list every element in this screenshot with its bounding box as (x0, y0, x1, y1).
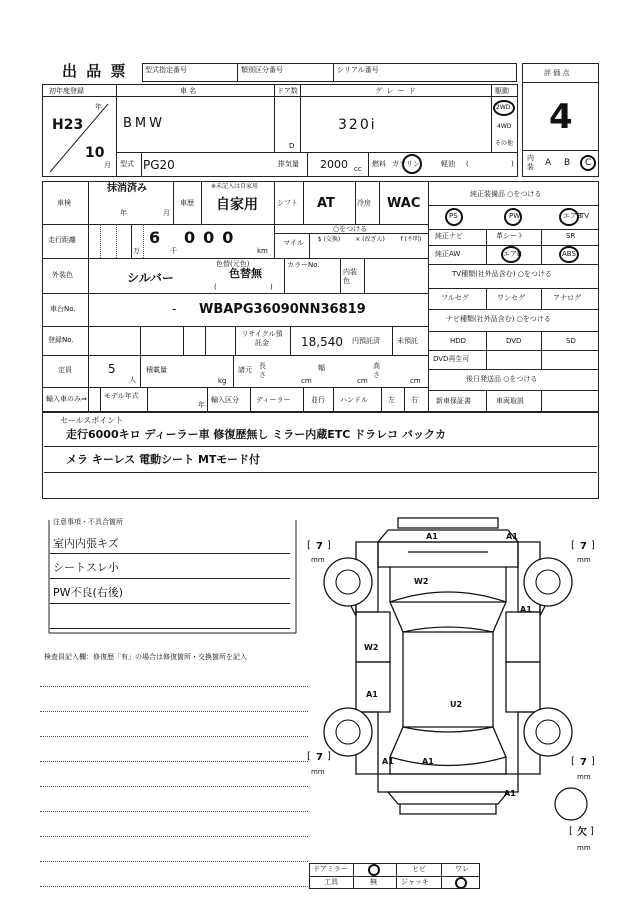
first-reg-year-suffix: 年 (95, 103, 102, 111)
mileage-mark-instruction: ○をつける (333, 225, 368, 233)
option-abs: ABS (562, 250, 576, 258)
spare-tire-value: 欠 (577, 827, 587, 838)
chassis-dash: - (172, 302, 177, 316)
first-reg-label: 初年度登録 (49, 87, 84, 95)
option-abs-circle (559, 246, 579, 263)
note-item-2: シートスレ小 (53, 561, 119, 574)
spare-unit: mm (577, 844, 591, 852)
mileage-sen: 000 (184, 228, 242, 247)
model-year-label: モデル年式 (104, 392, 139, 400)
option-leather: 革シート (496, 232, 524, 240)
interior-grade-c: C (585, 158, 592, 168)
damage-mark-left-rear-door: A1 (366, 690, 378, 699)
tire-rl-unit: mm (311, 768, 325, 776)
history-value: 自家用 (216, 197, 258, 213)
displacement-label: 排気量 (278, 160, 299, 168)
tire-fl-unit: mm (311, 556, 325, 564)
handle-right: 右 (411, 396, 418, 404)
drive-4wd: 4WD (497, 123, 512, 130)
mile-label: マイル (283, 239, 304, 247)
sales-points-line-1: 走行6000キロ ディーラー車 修復歴無し ミラー内蔵ETC ドラレコ バックカ (66, 428, 446, 441)
damage-mark-roof: U2 (450, 700, 463, 709)
mileage-sen-unit: 千 (170, 247, 177, 255)
handle-label: ハンドル (340, 396, 368, 404)
shift-value: AT (317, 196, 335, 211)
tire-rr-open: [ (571, 756, 575, 767)
model-value: PG20 (143, 158, 175, 172)
mileage-unknown: f (不明) (400, 236, 422, 243)
fuel-diesel: 軽油 (441, 160, 455, 168)
navi-title: ナビ種類(社外品含む) ○をつける (446, 315, 551, 323)
reg-no-label: 登録No. (48, 336, 74, 344)
height-label: 高さ (373, 362, 380, 379)
load-kg: kg (218, 377, 227, 385)
tire-fl-depth: 7 (316, 541, 323, 552)
tire-rl-depth: 7 (316, 752, 323, 763)
damage-mark-rear-bumper: A1 (504, 789, 516, 798)
serial-label: シリアル番号 (337, 66, 379, 74)
mileage-man: 6 (149, 228, 161, 247)
damage-mark-right-front: A1 (520, 605, 532, 614)
spare-open: [ (569, 826, 573, 837)
recycle-unpaid: 未預託 (397, 337, 418, 345)
score-label: 評 価 点 (544, 69, 570, 77)
first-reg-month: 10 (85, 145, 105, 161)
first-reg-year: H23 (52, 117, 84, 133)
navi-dvd-playback: DVD再生可 (433, 355, 470, 363)
tire-fr-unit: mm (577, 556, 591, 564)
car-damage-diagram (318, 512, 578, 822)
grade-label: グ レ ー ド (375, 87, 417, 95)
fuel-circle-mark (402, 154, 422, 174)
type-cert-label: 型式指定番号 (145, 66, 187, 74)
model-label: 型式 (120, 160, 134, 168)
color-change-value: 色替無 (229, 267, 262, 280)
later-manual: 車両取説 (496, 397, 524, 405)
jack-circle-mark (455, 877, 467, 889)
spare-tire-icon (546, 786, 596, 826)
inspection-year-suffix: 年 (120, 209, 127, 217)
handle-left: 左 (388, 396, 395, 404)
ac-label: 冷房 (357, 199, 371, 207)
import-dealer: ディーラー (256, 396, 291, 404)
doors-label: ドア数 (277, 87, 298, 95)
mileage-modified: × (改ざん) (355, 236, 385, 243)
history-note: ※未記入は自家用 (211, 183, 259, 190)
later-warranty: 新車保証書 (436, 397, 471, 405)
drive-2wd: 2WD (496, 104, 511, 111)
option-pw: PW (509, 212, 521, 220)
score-value: 4 (549, 97, 573, 137)
color-label: 外装色 (52, 271, 73, 279)
wheel-icons (324, 558, 572, 756)
option-tv: TV (580, 212, 590, 220)
displacement-value: 2000 (320, 158, 348, 171)
tv-fullseg: フルセグ (441, 294, 469, 302)
tv-title: TV種類(社外品含む) ○をつける (452, 270, 552, 278)
fuel-gasoline: ガソリン (392, 160, 420, 168)
option-pw-circle (504, 208, 522, 226)
sales-points-label: セールスポイント (60, 416, 124, 425)
notes-label: 注意事項・不具合箇所 (53, 518, 123, 526)
tire-fl-close: ] (327, 540, 331, 551)
drive-circle-mark (493, 100, 515, 116)
tv-analog: アナログ (553, 294, 581, 302)
damage-mark-hood: W2 (414, 577, 429, 586)
interior-circle-mark (580, 155, 596, 171)
navi-dvd: DVD (506, 337, 522, 345)
recycle-value: 18,540 (301, 335, 343, 349)
color-no-label: カラーNo. (287, 261, 320, 269)
car-name-label: 車 名 (180, 87, 197, 95)
header-id-row (142, 63, 517, 82)
tire-fr-open: [ (571, 540, 575, 551)
tire-rr-close: ] (591, 756, 595, 767)
form-title: 出 品 票 (62, 62, 128, 80)
color-value: シルバー (127, 271, 174, 285)
mileage-exchange: $ (交換) (317, 236, 341, 243)
width-cm: cm (357, 377, 368, 385)
color-paren-open: ( (214, 283, 217, 291)
note-item-3: PW不良(右後) (53, 586, 124, 599)
option-airbag-1-circle (559, 208, 579, 226)
capacity-unit: 人 (129, 376, 136, 384)
chassis-label: 車台No. (50, 305, 76, 313)
first-reg-month-suffix: 月 (104, 161, 111, 169)
later-title: 後日発送品 ○をつける (466, 375, 538, 383)
crack-label: ヒビ (412, 865, 426, 873)
height-cm: cm (410, 377, 421, 385)
model-year-unit: 年 (198, 401, 205, 409)
options-title: 純正装備品 ○をつける (470, 190, 542, 198)
note-item-1: 室内内張キズ (53, 537, 119, 550)
interior-grade-b: B (564, 158, 571, 168)
inspection-label: 車検 (57, 199, 71, 207)
damage-mark-front-bumper-1: A1 (426, 532, 438, 541)
door-mirror-label: ドアミラー (313, 865, 348, 873)
option-navi: 純正ナビ (435, 232, 463, 240)
damage-mark-front-bumper-2: A1 (506, 532, 518, 541)
damage-mark-rear-center: A1 (422, 757, 434, 766)
length-label: 長さ (259, 362, 266, 379)
color-paren-close: ) (270, 283, 273, 291)
tire-fr-depth: 7 (580, 541, 587, 552)
damage-mark-rear-left: A1 (382, 757, 394, 766)
interior-color-label: 内装色 (343, 268, 357, 285)
width-label: 幅 (318, 364, 325, 372)
length-cm: cm (301, 377, 312, 385)
capacity-value: 5 (108, 362, 116, 376)
spare-close: ] (590, 826, 594, 837)
interior-grade-a: A (545, 158, 552, 168)
sales-points-line-2: メラ キーレス 電動シート MTモード付 (66, 453, 260, 466)
inspection-month-suffix: 月 (163, 209, 170, 217)
load-label: 積載量 (146, 366, 167, 374)
mileage-label: 走行距離 (48, 236, 76, 244)
tire-rl-close: ] (327, 751, 331, 762)
option-ps: PS (449, 212, 458, 220)
shift-label: シフト (277, 199, 298, 207)
tire-rl-open: [ (307, 751, 311, 762)
fuel-paren-close: ) (511, 160, 514, 168)
option-airbag-1: エアB (563, 212, 582, 220)
recycle-label: リサイクル預託金 (241, 330, 283, 347)
option-airbag-2-circle (501, 246, 521, 263)
import-parallel: 並行 (311, 396, 325, 404)
option-airbag-2: エアB (503, 250, 522, 258)
fuel-label: 燃料 (372, 160, 386, 168)
car-name: BMW (123, 116, 165, 131)
chassis-value: WBAPG36090NN36819 (199, 302, 366, 317)
doors-d: D (289, 142, 295, 150)
drive-other: その他 (495, 140, 514, 147)
jack-label: ジャッキ (401, 878, 429, 886)
interior-label: 内装 (527, 154, 534, 171)
dims-label: 諸元 (238, 366, 252, 374)
color-change-label: 色替(元色) (216, 260, 250, 268)
history-label: 車歴 (180, 199, 194, 207)
capacity-label: 定員 (58, 366, 72, 374)
break-label: ワレ (455, 865, 469, 873)
tire-rr-unit: mm (577, 773, 591, 781)
recycle-paid: 円預託済 (352, 337, 380, 345)
displacement-cc: cc (354, 165, 362, 173)
navi-hdd: HDD (450, 337, 467, 345)
tv-oneseg: ワンセグ (497, 294, 525, 302)
ac-value: WAC (387, 196, 421, 211)
tools-label: 工具 (324, 878, 338, 886)
option-sr: SR (566, 232, 576, 240)
mileage-man-unit: 万 (133, 247, 140, 255)
option-ps-circle (445, 208, 463, 226)
import-label: 輸入車のみ⇒ (46, 395, 87, 403)
inspection-value: 抹消済み (107, 183, 147, 194)
damage-mark-left-door: W2 (364, 643, 379, 652)
class-label: 類別区分番号 (241, 66, 283, 74)
tire-rr-depth: 7 (580, 757, 587, 768)
mileage-km: km (257, 247, 268, 255)
tools-value: 無 (370, 878, 377, 886)
tire-fl-open: [ (307, 540, 311, 551)
tire-fr-close: ] (591, 540, 595, 551)
fuel-paren-open: ( (466, 160, 469, 168)
option-alloy: 純正AW (435, 250, 461, 258)
inspector-label: 検査員記入欄：修復歴「有」の場合は修復箇所・交換箇所を記入 (44, 653, 247, 661)
notes-frame (44, 515, 306, 637)
grade-value: 320i (338, 117, 377, 133)
import-class-label: 輸入区分 (211, 396, 239, 404)
navi-sd: SD (566, 337, 576, 345)
door-mirror-circle-mark (368, 864, 380, 876)
drive-label: 駆動 (495, 87, 509, 95)
